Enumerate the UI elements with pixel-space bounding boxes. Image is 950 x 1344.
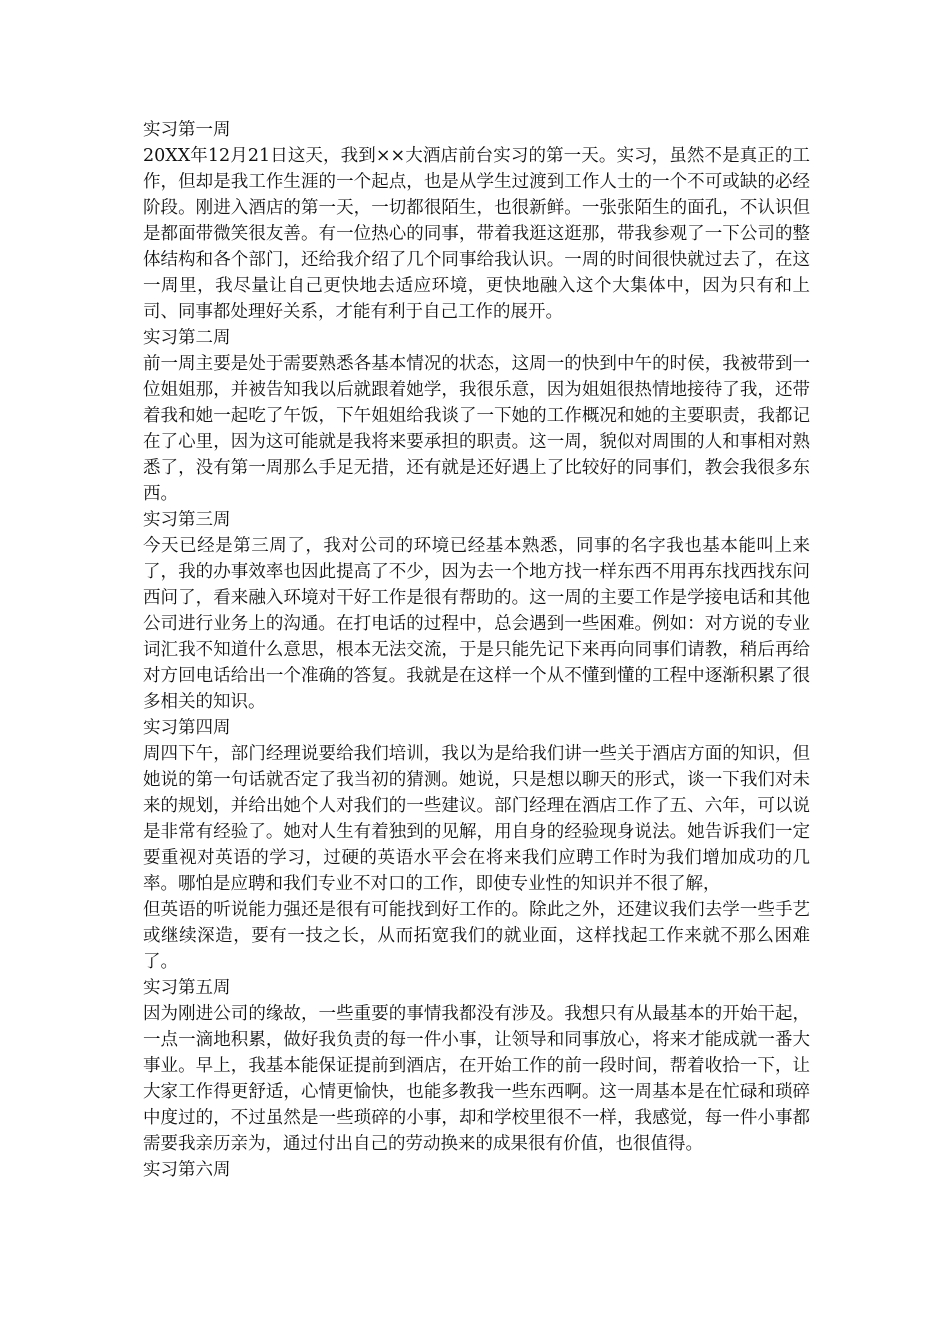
section-paragraph-week-4a: 周四下午，部门经理说要给我们培训，我以为是给我们讲一些关于酒店方面的知识，但她说的第一句话就否定了我当初的猜测。她说，只是想以聊天的形式，谈一下我们对未来的规划，并给出她个人对我们的一些建议。部门经理在酒店工作了五、六年，可以说是非常有经验了。她对人生有着独到的见解，用自身的经验现身说法。她告诉我们一定要重视对英语的学习，过硬的英语水平会在将来我们应聘工作时为我们增加成功的几率。哪怕是应聘和我们专业不对口的工作，即使专业性的知识并不很了解， xyxy=(143,744,810,894)
section-paragraph-week-4b: 但英语的听说能力强还是很有可能找到好工作的。除此之外，还建议我们去学一些手艺或继续深造，要有一技之长，从而拓宽我们的就业面，这样找起工作来就不那么困难了。 xyxy=(143,900,810,972)
section-heading-week-5: 实习第五周 xyxy=(143,978,231,998)
section-heading-week-6: 实习第六周 xyxy=(143,1160,231,1180)
section-heading-week-3: 实习第三周 xyxy=(143,510,231,530)
document-page xyxy=(143,117,810,1183)
section-heading-week-1: 实习第一周 xyxy=(143,120,231,140)
section-heading-week-2: 实习第二周 xyxy=(143,328,231,348)
section-paragraph-week-1: 20XX年12月21日这天，我到××大酒店前台实习的第一天。实习，虽然不是真正的工作，但却是我工作生涯的一个起点，也是从学生过渡到工作人士的一个不可或缺的必经阶段。刚进入酒店的第一天，一切都很陌生，也很新鲜。一张张陌生的面孔，不认识但是都面带微笑很友善。有一位热心的同事，带着我逛这逛那，带我参观了一下公司的整体结构和各个部门，还给我介绍了几个同事给我认识。一周的时间很快就过去了，在这一周里，我尽量让自己更快地去适应环境，更快地融入这个大集体中，因为只有和上司、同事都处理好关系，才能有利于自己工作的展开。 xyxy=(143,146,810,322)
section-heading-week-4: 实习第四周 xyxy=(143,718,231,738)
section-paragraph-week-3: 今天已经是第三周了，我对公司的环境已经基本熟悉，同事的名字我也基本能叫上来了，我的办事效率也因此提高了不少，因为去一个地方找一样东西不用再东找西找东问西问了，看来融入环境对干好工作是很有帮助的。这一周的主要工作是学接电话和其他公司进行业务上的沟通。在打电话的过程中，总会遇到一些困难。例如：对方说的专业词汇我不知道什么意思，根本无法交流，于是只能先记下来再向同事们请教，稍后再给对方回电话给出一个准确的答复。我就是在这样一个从不懂到懂的工程中逐渐积累了很多相关的知识。 xyxy=(143,536,810,712)
section-paragraph-week-5: 因为刚进公司的缘故，一些重要的事情我都没有涉及。我想只有从最基本的开始干起，一点一滴地积累，做好我负责的每一件小事，让领导和同事放心，将来才能成就一番大事业。早上，我基本能保证提前到酒店，在开始工作的前一段时间，帮着收拾一下，让大家工作得更舒适，心情更愉快，也能多教我一些东西啊。这一周基本是在忙碌和琐碎中度过的，不过虽然是一些琐碎的小事，却和学校里很不一样，我感觉，每一件小事都需要我亲历亲为，通过付出自己的劳动换来的成果很有价值，也很值得。 xyxy=(143,1004,810,1154)
section-paragraph-week-2: 前一周主要是处于需要熟悉各基本情况的状态，这周一的快到中午的时侯，我被带到一位姐姐那，并被告知我以后就跟着她学，我很乐意，因为姐姐很热情地接待了我，还带着我和她一起吃了午饭，下午姐姐给我谈了一下她的工作概况和她的主要职责，我都记在了心里，因为这可能就是我将来要承担的职责。这一周，貌似对周围的人和事相对熟悉了，没有第一周那么手足无措，还有就是还好遇上了比较好的同事们，教会我很多东西。 xyxy=(143,354,810,504)
